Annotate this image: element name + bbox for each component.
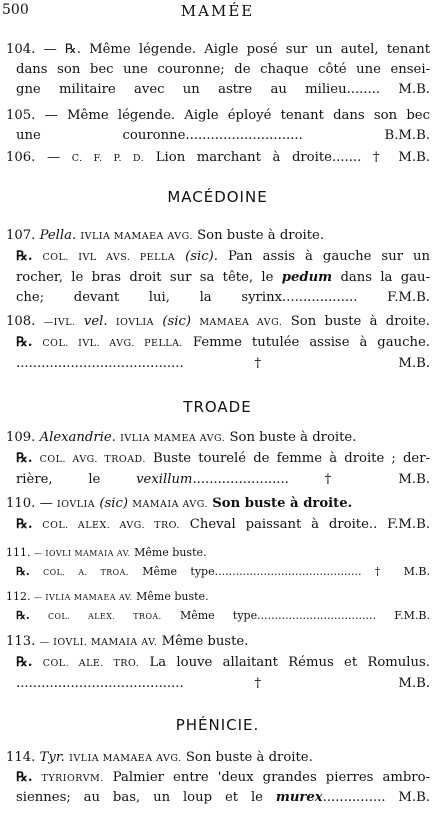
entry-line	[6, 106, 430, 126]
entry-line	[6, 268, 430, 288]
entry-line: une couronne............................ B.M.B.	[16, 128, 430, 143]
running-title: MAMÉE	[180, 2, 255, 20]
entry-line	[6, 428, 430, 449]
entry-number: 110.	[6, 496, 36, 511]
entry-line	[6, 632, 430, 653]
coin-legend: IVLIA MAMEA AVG.	[120, 433, 226, 444]
reverse-mark: ℞.	[16, 451, 33, 466]
coin-legend: MAMAEA AVG.	[199, 317, 283, 328]
entry-109	[6, 428, 430, 490]
entry-number: 113.	[6, 634, 36, 649]
reverse-mark: ℞.	[16, 249, 33, 264]
entry-number: 114.	[6, 750, 36, 765]
entry-text: Même type.................................. F.M.B.	[179, 609, 431, 622]
coin-legend: COL. IVL. AVG. PELLA.	[42, 338, 183, 349]
sic-note: (sic)	[162, 314, 192, 329]
entry-text: Même buste.	[134, 546, 207, 559]
city-name: Pella.	[39, 228, 77, 243]
page-number: 500	[2, 2, 29, 18]
entry-line: che; devant lui, la syrinx.................. F.M.B.	[16, 290, 430, 305]
entry-text: Cheval paissant à droite.. F.M.B.	[189, 517, 431, 532]
entry-number: 104.	[6, 42, 36, 57]
entry-line	[6, 788, 430, 807]
entry-line	[6, 653, 430, 674]
coin-legend: — IOVLI. MAMAIA AV.	[39, 637, 158, 648]
sic-note: (sic).	[185, 249, 218, 264]
coin-legend: IVLIA MAMAEA AVG.	[69, 753, 182, 764]
city-name: Tyr.	[39, 750, 65, 765]
coin-legend: C. F. P. D.	[71, 153, 145, 164]
entry-text: Son buste à droite.	[197, 228, 325, 243]
entry-line: ........................................ † M.B.	[16, 676, 430, 691]
entry-line	[6, 563, 430, 582]
entry-line	[6, 768, 430, 788]
coin-legend: —IVL.	[43, 317, 76, 328]
reverse-mark: ℞.	[16, 655, 33, 670]
entry-104	[6, 40, 430, 100]
entry-line	[6, 148, 430, 169]
entry-number: 111.	[6, 546, 31, 559]
entry-line	[6, 449, 430, 470]
coin-legend: IVLIA MAMAEA AVG.	[80, 231, 193, 242]
entry-line	[6, 607, 430, 626]
reverse-mark: ℞.	[16, 565, 30, 578]
coin-legend: COL. AVG. TROAD.	[39, 454, 146, 465]
entry-text: — Même légende. Aigle éployé tenant dans son bec	[44, 108, 430, 123]
entry-text: rocher, le bras droit sur sa tête, le	[16, 270, 274, 285]
entry-text: Son buste à droite.	[229, 430, 357, 445]
coin-legend: COL. ALEX. TROA.	[47, 612, 162, 621]
entry-text: Pan assis à gauche sur un	[227, 249, 431, 264]
entry-number: 107.	[6, 228, 36, 243]
coin-legend: IOVLIA	[115, 317, 155, 328]
entry-111	[6, 544, 430, 582]
entry-text: Lion marchant à droite....... † M.B.	[155, 150, 430, 165]
coin-legend: COL. ALEX. AVG. TRO.	[42, 520, 180, 531]
entry-text: Femme tutulée assise à gauche.	[192, 335, 430, 350]
entry-113	[6, 632, 430, 694]
coin-legend: IOVLIA	[56, 499, 96, 510]
entry-line	[6, 226, 430, 247]
vexillum-term: vexillum	[136, 472, 193, 487]
entry-line	[6, 588, 430, 607]
section-heading-troade: TROADE	[183, 398, 252, 416]
entry-line: dans son bec une couronne; de chaque côté une ensei-	[16, 62, 430, 77]
coin-legend: — IVLIA MAMAEA AV.	[34, 593, 133, 602]
entry-line: ........................................ † M.B.	[16, 356, 430, 371]
pedum-term: pedum	[281, 270, 333, 285]
entry-line	[6, 40, 430, 60]
reverse-mark: ℞.	[16, 770, 33, 785]
murex-term: murex	[275, 790, 323, 805]
section-heading-macedoine: MACÉDOINE	[167, 188, 268, 206]
coin-legend: TYRIORVM.	[41, 773, 104, 784]
entry-line	[6, 247, 430, 268]
entry-text: La louve allaitant Rémus et Romulus.	[149, 655, 430, 670]
coin-legend: COL. IVL AVS. PELLA	[42, 252, 176, 263]
entry-number: 108.	[6, 314, 36, 329]
entry-line	[6, 748, 430, 768]
reverse-mark: ℞.	[16, 517, 33, 532]
entry-107	[6, 226, 430, 308]
coin-legend: MAMAIA AVG.	[132, 499, 209, 510]
vel-note: vel.	[83, 314, 108, 329]
entry-text: rière, le	[16, 472, 101, 487]
entry-text: dans la gau-	[340, 270, 430, 285]
entry-number: 112.	[6, 590, 31, 603]
entry-line	[6, 470, 430, 490]
coin-legend: COL. ALE. TRO.	[42, 658, 140, 669]
city-name: Alexandrie.	[39, 430, 116, 445]
entry-106	[6, 148, 430, 169]
dash: —	[46, 150, 61, 165]
entry-line	[6, 494, 430, 515]
entry-text: Buste tourelé de femme à droite ; der-	[153, 451, 430, 466]
entry-text: ............... M.B.	[322, 790, 430, 805]
entry-105	[6, 106, 430, 146]
entry-108	[6, 312, 430, 374]
entry-line	[6, 515, 430, 536]
reverse-mark: ℞.	[16, 609, 30, 622]
dash: —	[39, 496, 53, 511]
entry-text: Même buste.	[161, 634, 249, 649]
entry-110	[6, 494, 430, 536]
entry-112	[6, 588, 430, 626]
entry-text: Même type.......................................... † M.B.	[142, 565, 430, 578]
reverse-mark: ℞.	[16, 335, 33, 350]
entry-text: — ℞. Même légende. Aigle posé sur un autel, tenant	[43, 42, 430, 57]
entry-text: ....................... † M.B.	[192, 472, 430, 487]
entry-number: 109.	[6, 430, 36, 445]
section-heading-phenicie: PHÉNICIE.	[175, 716, 260, 734]
entry-number: 105.	[6, 108, 36, 123]
entry-line	[6, 333, 430, 354]
coin-legend: COL. A. TROA.	[43, 568, 129, 577]
entry-text: siennes; au bas, un loup et le	[16, 790, 263, 805]
entry-text: Palmier entre 'deux grandes pierres ambro-	[112, 770, 430, 785]
coin-legend: — IOVLI MAMAIA AV.	[34, 549, 131, 558]
entry-line: gne militaire avec un astre au milieu........ M.B.	[16, 82, 430, 97]
entry-text: Même buste.	[136, 590, 209, 603]
sic-note: (sic)	[99, 496, 129, 511]
entry-text: Son buste à droite.	[290, 314, 430, 329]
entry-text: Son buste à droite.	[212, 496, 353, 511]
entry-line	[6, 312, 430, 333]
entry-number: 106.	[6, 150, 36, 165]
entry-114	[6, 748, 430, 807]
entry-text: Son buste à droite.	[185, 750, 313, 765]
entry-line	[6, 544, 430, 563]
